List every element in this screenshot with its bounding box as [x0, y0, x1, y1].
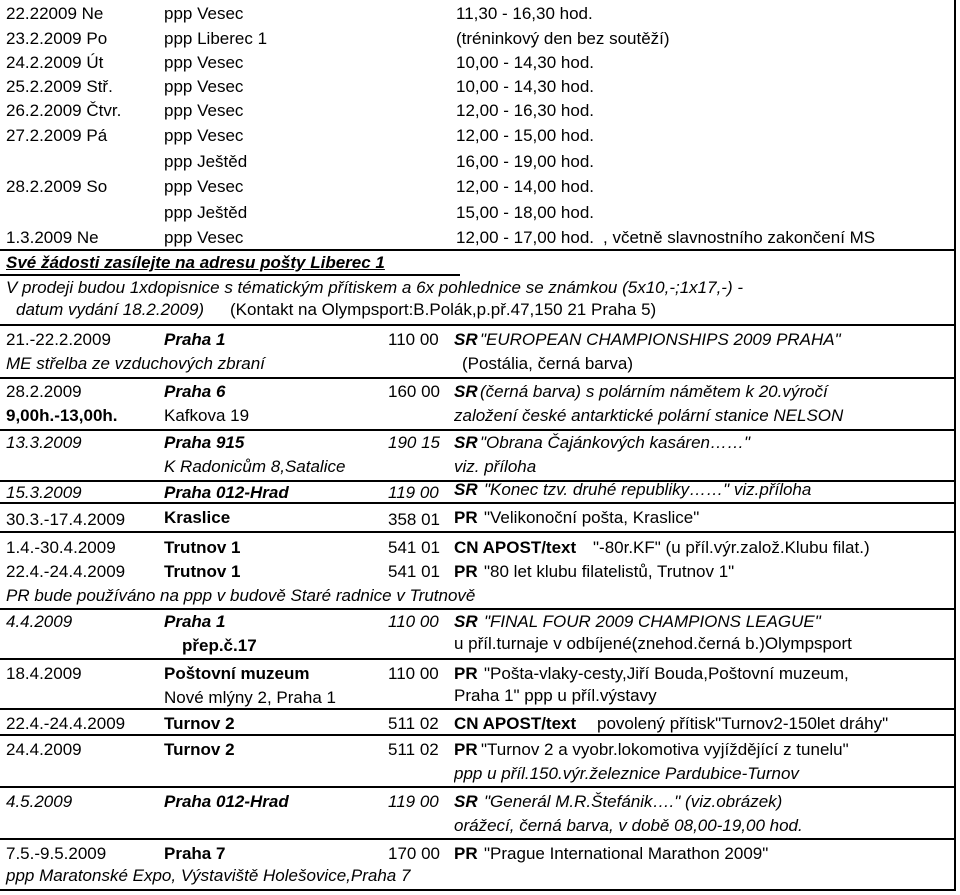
schedule-date: 24.2.2009 Út — [6, 53, 104, 72]
event-date: 4.4.2009 — [6, 612, 73, 631]
event-text: "Pošta-vlaky-cesty,Jiří Bouda,Poštovní muzeum, — [484, 664, 849, 683]
schedule-place: ppp Vesec — [164, 228, 244, 247]
event-type: SR — [454, 382, 478, 401]
event-text: "EUROPEAN CHAMPIONSHIPS 2009 PRAHA" — [480, 330, 841, 349]
event-place: Turnov 2 — [164, 740, 235, 759]
schedule-time: 12,00 - 16,30 hod. — [456, 101, 595, 120]
event-date: 4.5.2009 — [6, 792, 73, 811]
event-text: "Generál M.R.Štefánik…." (viz.obrázek) — [484, 792, 783, 811]
schedule-time: 10,00 - 14,30 hod. — [456, 77, 595, 96]
event-postcode: 541 01 — [388, 562, 440, 581]
schedule-time: 12,00 - 17,00 hod. — [456, 228, 595, 247]
event-date: 22.4.-24.4.2009 — [6, 562, 126, 581]
event-type: PR — [454, 844, 478, 863]
contact-note: (Kontakt na Olympsport:B.Polák,p.př.47,150 21 Praha 5) — [230, 300, 657, 319]
event-place: Trutnov 1 — [164, 538, 241, 557]
event-subtext: ME střelba ze vzduchových zbraní — [6, 354, 265, 373]
schedule-time: 11,30 - 16,30 hod. — [456, 4, 593, 23]
schedule-place: ppp Vesec — [164, 177, 244, 196]
schedule-place: ppp Vesec — [164, 53, 244, 72]
schedule-date: 23.2.2009 Po — [6, 29, 108, 48]
divider — [0, 531, 956, 533]
schedule-place: ppp Ještěd — [164, 203, 248, 222]
divider — [0, 786, 956, 788]
event-postcode: 160 00 — [388, 382, 440, 401]
schedule-place: ppp Vesec — [164, 101, 244, 120]
event-subtext: (Postália, černá barva) — [462, 354, 634, 373]
schedule-time: 15,00 - 18,00 hod. — [456, 203, 595, 222]
divider — [0, 274, 460, 276]
event-place: Praha 012-Hrad — [164, 483, 289, 502]
event-type: PR — [454, 508, 478, 527]
event-type: CN APOST/text — [454, 538, 577, 557]
event-text: "FINAL FOUR 2009 CHAMPIONS LEAGUE" — [484, 612, 821, 631]
divider — [0, 889, 956, 891]
event-place: Trutnov 1 — [164, 562, 241, 581]
event-date: 7.5.-9.5.2009 — [6, 844, 107, 863]
closing-note: , včetně slavnostního zakončení MS — [603, 228, 876, 247]
event-postcode: 170 00 — [388, 844, 440, 863]
event-text: (černá barva) s polárním námětem k 20.výročí — [480, 382, 828, 401]
event-subtext: ppp Maratonské Expo, Výstaviště Holešovice,Praha 7 — [6, 866, 411, 885]
sale-note: datum vydání 18.2.2009) — [16, 300, 205, 319]
schedule-date: 28.2.2009 So — [6, 177, 108, 196]
event-text: "Velikonoční pošta, Kraslice" — [484, 508, 700, 527]
event-text: "80 let klubu filatelistů, Trutnov 1" — [484, 562, 735, 581]
event-type: SR — [454, 612, 478, 631]
divider — [0, 658, 956, 660]
event-postcode: 511 02 — [388, 714, 439, 733]
event-postcode: 119 00 — [388, 792, 439, 811]
event-subtext: PR bude používáno na ppp v budově Staré radnice v Trutnově — [6, 586, 476, 605]
event-type: CN APOST/text — [454, 714, 577, 733]
schedule-time: 12,00 - 15,00 hod. — [456, 126, 595, 145]
event-text: "Prague International Marathon 2009" — [484, 844, 769, 863]
event-type: PR — [454, 740, 478, 759]
event-date: 1.4.-30.4.2009 — [6, 538, 116, 557]
event-date: 15.3.2009 — [6, 483, 82, 502]
sale-note: V prodeji budou 1xdopisnice s tématickým přítiskem a 6x pohlednice se známkou (5x10,-;1x17,-) - — [6, 278, 744, 297]
schedule-time: 12,00 - 14,00 hod. — [456, 177, 595, 196]
event-postcode: 190 15 — [388, 433, 440, 452]
event-place: Praha 012-Hrad — [164, 792, 289, 811]
schedule-place: ppp Vesec — [164, 4, 244, 23]
schedule-date: 22.22009 Ne — [6, 4, 104, 23]
event-postcode: 541 01 — [388, 538, 440, 557]
event-text: "Turnov 2 a vyobr.lokomotiva vyjíždějící z tunelu" — [481, 740, 849, 759]
event-note: přep.č.17 — [182, 636, 257, 655]
event-date: 30.3.-17.4.2009 — [6, 510, 126, 529]
event-date: 18.4.2009 — [6, 664, 82, 683]
event-text: "Obrana Čajánkových kasáren……" — [480, 433, 751, 452]
divider — [0, 429, 956, 431]
event-postcode: 358 01 — [388, 510, 440, 529]
schedule-date: 1.3.2009 Ne — [6, 228, 99, 247]
event-text: "Konec tzv. druhé republiky……" viz.příloha — [484, 480, 812, 499]
event-date: 28.2.2009 — [6, 382, 82, 401]
divider — [0, 249, 956, 251]
event-date: 13.3.2009 — [6, 433, 82, 452]
event-type: SR — [454, 330, 478, 349]
divider — [0, 734, 956, 736]
event-postcode: 110 00 — [388, 330, 439, 349]
divider — [0, 708, 956, 710]
event-place: Praha 1 — [164, 330, 226, 349]
event-address: Nové mlýny 2, Praha 1 — [164, 688, 336, 707]
event-subtext: viz. příloha — [454, 457, 537, 476]
event-postcode: 511 02 — [388, 740, 439, 759]
event-type: PR — [454, 664, 478, 683]
event-place: Praha 915 — [164, 433, 245, 452]
schedule-time: (tréninkový den bez soutěží) — [456, 29, 670, 48]
divider — [0, 838, 956, 840]
event-type: SR — [454, 792, 478, 811]
event-type: SR — [454, 480, 478, 499]
event-place: Praha 7 — [164, 844, 226, 863]
event-subtext: orážecí, černá barva, v době 08,00-19,00 hod. — [454, 816, 803, 835]
event-place: Praha 6 — [164, 382, 226, 401]
event-postcode: 110 00 — [388, 612, 439, 631]
schedule-date: 25.2.2009 Stř. — [6, 77, 113, 96]
event-date: 21.-22.2.2009 — [6, 330, 111, 349]
event-date: 22.4.-24.4.2009 — [6, 714, 126, 733]
divider — [0, 377, 956, 379]
event-address: K Radonicům 8,Satalice — [164, 457, 346, 476]
table-border — [954, 0, 956, 891]
address-note: Své žádosti zasílejte na adresu pošty Liberec 1 — [6, 253, 385, 272]
event-place: Kraslice — [164, 508, 231, 527]
event-date: 24.4.2009 — [6, 740, 82, 759]
event-subtext: u příl.turnaje v odbíjené(znehod.černá b.)Olympsport — [454, 634, 852, 653]
event-subtext: založení české antarktické polární stanice NELSON — [454, 406, 844, 425]
divider — [0, 502, 956, 504]
event-subtext: Praha 1" ppp u příl.výstavy — [454, 686, 657, 705]
schedule-time: 16,00 - 19,00 hod. — [456, 152, 595, 171]
schedule-place: ppp Vesec — [164, 126, 244, 145]
schedule-place: ppp Vesec — [164, 77, 244, 96]
event-time: 9,00h.-13,00h. — [6, 406, 118, 425]
event-type: PR — [454, 562, 478, 581]
event-postcode: 110 00 — [388, 664, 439, 683]
event-address: Kafkova 19 — [164, 406, 250, 425]
event-place: Poštovní muzeum — [164, 664, 310, 683]
schedule-date: 26.2.2009 Čtvr. — [6, 101, 122, 120]
event-place: Turnov 2 — [164, 714, 235, 733]
schedule-place: ppp Ještěd — [164, 152, 248, 171]
schedule-place: ppp Liberec 1 — [164, 29, 268, 48]
event-subtext: ppp u příl.150.výr.železnice Pardubice-Turnov — [454, 764, 799, 783]
divider — [0, 608, 956, 610]
event-place: Praha 1 — [164, 612, 226, 631]
event-postcode: 119 00 — [388, 483, 439, 502]
divider — [0, 324, 956, 326]
event-type: SR — [454, 433, 478, 452]
schedule-date: 27.2.2009 Pá — [6, 126, 108, 145]
event-text: "-80r.KF" (u příl.výr.založ.Klubu filat.) — [593, 538, 870, 557]
schedule-time: 10,00 - 14,30 hod. — [456, 53, 595, 72]
event-text: povolený přítisk"Turnov2-150let dráhy" — [597, 714, 889, 733]
